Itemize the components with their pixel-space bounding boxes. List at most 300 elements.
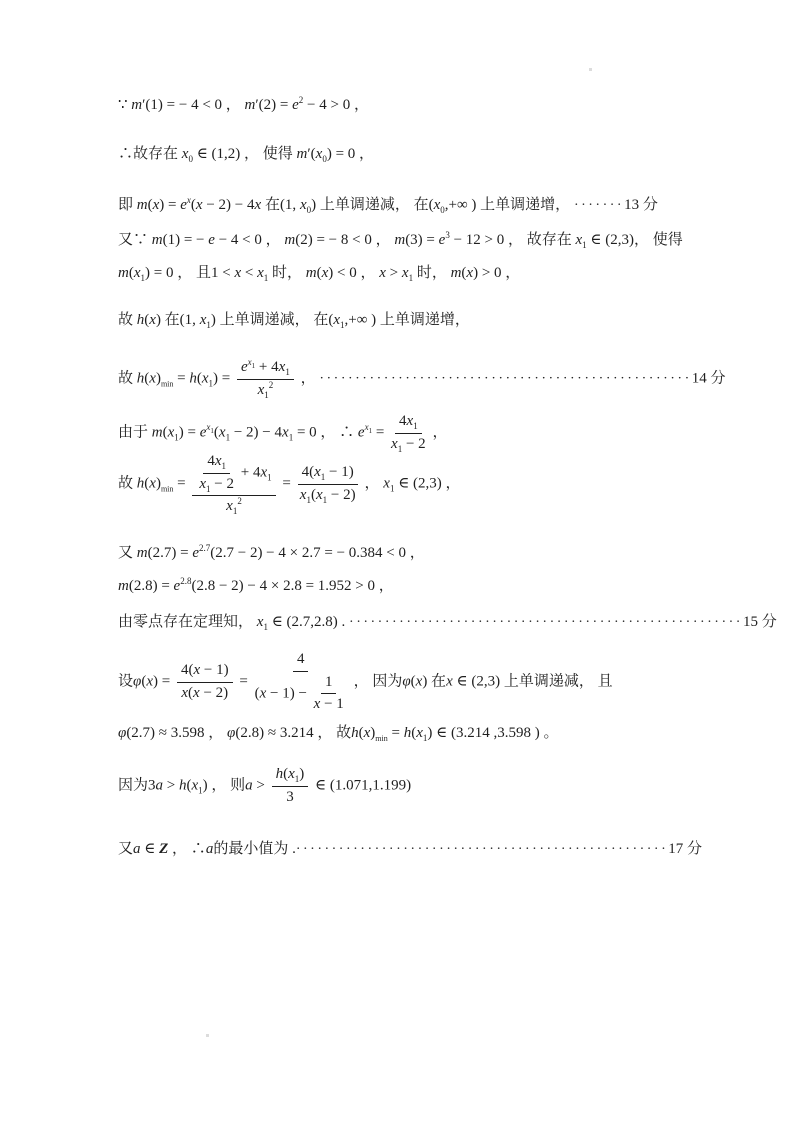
- score-mark: 15 分: [742, 614, 777, 630]
- denominator: [391, 434, 426, 455]
- math-var: x: [259, 684, 267, 701]
- math-var: m: [136, 545, 148, 561]
- text-run: ∈: [140, 841, 160, 857]
- denominator: [255, 672, 347, 715]
- text-run: − 2) − 4: [202, 197, 255, 213]
- superscript: 2.8: [180, 576, 192, 586]
- text-run: ): [370, 725, 376, 741]
- math-var: m: [118, 265, 129, 281]
- math-var: x: [379, 265, 386, 281]
- subscript: 1: [306, 494, 311, 505]
- math-var: x: [333, 312, 341, 328]
- text-run: ∴故存在: [118, 146, 182, 162]
- math-var: h: [136, 370, 145, 387]
- text-run: =: [372, 424, 389, 441]
- math-var: e: [292, 97, 299, 113]
- subscript: 1: [225, 432, 231, 443]
- text-run: (: [162, 424, 168, 441]
- text-run: 设: [118, 673, 134, 690]
- math-var: x: [278, 359, 286, 375]
- math-var: x: [575, 232, 583, 248]
- text-run: ， ∴: [168, 841, 206, 857]
- text-run: (: [144, 475, 150, 492]
- text-run: >: [163, 777, 179, 794]
- solution-line-1: [118, 96, 369, 116]
- math-var: x: [315, 146, 323, 162]
- math-var: x: [321, 265, 329, 281]
- text-run: (: [196, 370, 202, 387]
- text-run: − 2): [327, 486, 356, 503]
- math-var: x: [199, 475, 207, 492]
- subscript: 1: [264, 389, 269, 400]
- solution-line-7: [118, 358, 726, 400]
- math-var: x: [193, 684, 200, 701]
- math-var: x: [299, 197, 307, 213]
- text-run: − 1: [320, 696, 344, 712]
- math-var: x: [218, 424, 226, 441]
- math-var: φ: [118, 725, 127, 741]
- text-run: − 2) − 4: [230, 424, 283, 441]
- solution-line-16: [118, 840, 702, 860]
- math-var: m: [305, 265, 317, 281]
- numerator: [192, 452, 275, 496]
- math-var: x: [433, 197, 441, 213]
- text-run: ，: [360, 475, 384, 492]
- math-var: x: [288, 766, 295, 782]
- denominator: [314, 694, 344, 715]
- numerator: [395, 412, 422, 434]
- math-var: x: [383, 475, 390, 492]
- math-var: m: [296, 146, 308, 162]
- text-run: ) = 0 ，: [326, 146, 375, 162]
- text-run: − 2): [199, 684, 229, 701]
- math-var: x: [257, 265, 264, 281]
- text-run: ′(2) =: [255, 97, 293, 113]
- fraction: [237, 358, 294, 400]
- solution-line-6: [118, 311, 470, 331]
- score-mark: 14 分: [691, 370, 726, 387]
- text-run: 4: [399, 413, 407, 429]
- math-var: x: [181, 146, 189, 162]
- min-subscript: min: [160, 379, 174, 389]
- text-run: + 4: [255, 359, 279, 375]
- numerator: [237, 358, 294, 380]
- math-var: x: [133, 265, 141, 281]
- text-run: 4(: [301, 464, 315, 481]
- text-run: ) =: [153, 673, 174, 690]
- dotted-leader: ·······················································: [349, 615, 743, 630]
- text-run: ，: [428, 424, 448, 441]
- math-var: x: [191, 777, 199, 794]
- math-var: e: [192, 545, 199, 561]
- text-run: (: [411, 725, 417, 741]
- text-run: 即: [118, 197, 137, 213]
- math-var: φ: [133, 673, 142, 690]
- subscript: 1: [206, 483, 211, 494]
- math-var: x: [149, 475, 156, 492]
- math-var: e: [357, 424, 365, 441]
- dotted-leader: ·······: [573, 198, 625, 213]
- text-run: 又: [118, 841, 134, 857]
- text-run: ∵: [118, 97, 132, 113]
- denominator: [226, 496, 242, 517]
- text-run: (: [461, 265, 467, 281]
- superscript: x: [186, 195, 191, 205]
- math-var: x: [363, 725, 371, 741]
- dotted-leader: ····················································: [295, 842, 669, 857]
- text-run: 时，: [268, 265, 306, 281]
- math-var: x: [446, 673, 453, 690]
- numerator: [272, 765, 309, 787]
- subscript: 1: [251, 361, 256, 370]
- numerator: [177, 661, 233, 683]
- fraction: [272, 765, 309, 807]
- fraction: [177, 661, 233, 703]
- subscript: 0: [322, 154, 327, 164]
- solution-line-10: [118, 544, 425, 564]
- math-var: e: [241, 359, 248, 375]
- math-var: x: [313, 696, 321, 712]
- text-run: − 12 > 0 ， 故存在: [449, 232, 576, 248]
- subscript: 1: [340, 320, 345, 330]
- math-var: x: [195, 197, 203, 213]
- text-run: >: [385, 265, 402, 281]
- text-run: 4: [207, 453, 215, 469]
- math-var: x: [181, 684, 189, 701]
- text-run: ,+∞ ) 上单调递增，: [344, 312, 470, 328]
- text-run: − 2: [210, 475, 234, 492]
- math-var: φ: [402, 673, 411, 690]
- score-mark: 17 分: [668, 841, 703, 857]
- math-var: x: [401, 265, 409, 281]
- math-var: a: [155, 777, 164, 794]
- math-var: x: [315, 486, 323, 503]
- math-var: h: [275, 766, 284, 782]
- fraction: [391, 412, 426, 454]
- solution-line-15: [118, 765, 411, 807]
- math-var: x: [146, 673, 153, 690]
- text-run: 在(1,: [261, 197, 300, 213]
- text-run: (: [254, 684, 260, 701]
- math-var: m: [450, 265, 462, 281]
- text-run: + 4: [237, 464, 261, 481]
- subscript: 1: [320, 472, 326, 483]
- text-run: (: [144, 312, 150, 328]
- text-run: ) 上单调递减， 在(: [210, 312, 334, 328]
- denominator: [300, 485, 356, 506]
- math-var: h: [403, 725, 412, 741]
- solution-line-3: [118, 196, 658, 216]
- denominator: [181, 683, 228, 704]
- subscript: 1: [210, 427, 214, 436]
- inner-fraction: [314, 673, 344, 715]
- subscript: 1: [263, 622, 268, 632]
- text-run: − 1): [325, 464, 354, 481]
- text-run: 时，: [413, 265, 451, 281]
- subscript: 1: [206, 320, 211, 330]
- superscript: 2: [237, 496, 242, 506]
- text-run: ∈ (2,3) 上单调递减， 且: [452, 673, 613, 690]
- math-var: x: [199, 312, 207, 328]
- text-run: 由零点存在定理知，: [118, 614, 257, 630]
- subscript: 1: [413, 421, 418, 431]
- solution-line-13: [118, 650, 613, 715]
- math-var: x: [214, 453, 222, 469]
- math-var: m: [136, 197, 148, 213]
- fraction: [255, 650, 347, 715]
- superscript: 2.7: [198, 543, 211, 553]
- subscript: 1: [263, 273, 269, 283]
- math-var: x: [206, 422, 211, 433]
- text-run: 因为3: [118, 777, 156, 794]
- dotted-leader: ····················································: [319, 371, 692, 387]
- numerator: [298, 463, 358, 485]
- text-run: ) ， 则: [202, 777, 246, 794]
- math-var: m: [394, 232, 406, 248]
- numerator: [293, 650, 309, 672]
- text-run: ∈ (1.071,1.199): [311, 777, 412, 794]
- superscript: [206, 422, 214, 436]
- math-var: x: [149, 370, 156, 387]
- text-run: ): [155, 475, 161, 492]
- subscript: 1: [285, 367, 290, 377]
- text-run: (: [316, 265, 322, 281]
- solution-line-11: [118, 577, 394, 597]
- solution-line-2: [118, 145, 374, 165]
- math-var: e: [173, 578, 181, 594]
- text-run: (2.7) =: [147, 545, 193, 561]
- math-var: m: [118, 578, 129, 594]
- text-run: =: [387, 725, 404, 741]
- text-run: − 2: [402, 435, 426, 452]
- math-var: x: [364, 422, 369, 433]
- math-var: e: [199, 424, 207, 441]
- subscript: 1: [397, 443, 403, 454]
- math-var: x: [152, 197, 160, 213]
- denominator: [258, 380, 274, 401]
- subscript: 1: [208, 378, 214, 389]
- text-run: ) ∈ (3.214 ,3.598 ) 。: [427, 725, 559, 741]
- math-var: m: [151, 424, 163, 441]
- denominator: [199, 474, 234, 495]
- text-run: (: [213, 424, 219, 441]
- text-run: ) =: [213, 370, 234, 387]
- text-run: =: [173, 475, 190, 492]
- text-run: − 1): [200, 662, 229, 679]
- text-run: 的最小值为 .: [213, 841, 296, 857]
- text-run: 故: [118, 312, 137, 328]
- math-var: x: [416, 725, 423, 741]
- inner-fraction: [199, 452, 234, 494]
- math-var: m: [131, 97, 143, 113]
- superscript: 2: [298, 95, 304, 105]
- text-run: − 1) −: [266, 684, 311, 701]
- text-run: (: [128, 265, 134, 281]
- stray-mark: [206, 1034, 209, 1037]
- math-var: h: [178, 777, 187, 794]
- math-var: m: [151, 232, 163, 248]
- text-run: ∈ (2,3)， 使得: [586, 232, 683, 248]
- subscript: 1: [408, 273, 414, 283]
- text-run: (2.8 − 2) − 4 × 2.8 = 1.952 > 0 ，: [191, 578, 394, 594]
- math-var: x: [391, 435, 398, 452]
- math-var: e: [180, 197, 187, 213]
- text-run: ′(1) = − 4 < 0 ，: [142, 97, 245, 113]
- text-run: (2.7) ≈ 3.598 ，: [126, 725, 228, 741]
- text-run: 3: [286, 788, 294, 805]
- text-run: 故: [118, 475, 137, 492]
- math-var: x: [193, 662, 201, 679]
- math-var: x: [466, 265, 474, 281]
- math-var: x: [257, 381, 265, 398]
- text-run: ， 因为: [349, 673, 403, 690]
- math-var: x: [256, 614, 264, 630]
- math-var: m: [244, 97, 256, 113]
- math-var: x: [234, 265, 242, 281]
- text-run: 又∵: [118, 232, 152, 248]
- math-var: a: [245, 777, 253, 794]
- text-run: =: [173, 370, 190, 387]
- subscript: 1: [368, 427, 373, 436]
- subscript: 0: [440, 205, 445, 215]
- text-run: >: [252, 777, 269, 794]
- solution-line-12: [118, 613, 777, 633]
- math-var: x: [247, 357, 252, 367]
- math-var: x: [254, 197, 262, 213]
- text-run: ∈ (2,3) ，: [394, 475, 461, 492]
- subscript: 1: [198, 785, 203, 796]
- superscript: 2: [268, 379, 274, 390]
- math-var: x: [226, 498, 233, 514]
- subscript: 1: [294, 774, 300, 784]
- math-var: x: [260, 464, 268, 481]
- solution-line-5: [118, 264, 520, 284]
- text-run: =: [278, 475, 295, 492]
- text-run: (: [410, 673, 416, 690]
- superscript: 3: [445, 230, 450, 240]
- text-run: ，: [296, 370, 320, 387]
- text-run: (2.8) ≈ 3.214 ， 故: [235, 725, 352, 741]
- solution-line-9: [118, 452, 461, 517]
- text-run: ) =: [159, 197, 181, 213]
- fraction: [298, 463, 358, 505]
- text-run: (1) = −: [162, 232, 209, 248]
- math-var: x: [415, 673, 423, 690]
- math-var: h: [351, 725, 359, 741]
- text-run: 1: [324, 673, 333, 690]
- min-subscript: min: [160, 484, 174, 494]
- math-var: a: [205, 841, 214, 857]
- text-run: ∈ (1,2) ， 使得: [192, 146, 297, 162]
- text-run: (: [186, 777, 192, 794]
- subscript: 0: [188, 154, 193, 164]
- math-var: h: [136, 312, 145, 328]
- text-run: 4: [296, 651, 305, 667]
- text-run: − 4 > 0 ，: [303, 97, 369, 113]
- text-run: (: [190, 197, 196, 213]
- text-run: <: [241, 265, 258, 281]
- text-run: 又: [118, 545, 137, 561]
- text-run: (: [188, 684, 194, 701]
- text-run: ) = 0 ， 且1 <: [145, 265, 235, 281]
- text-run: (2.8) =: [128, 578, 174, 594]
- subscript: 1: [322, 494, 328, 505]
- subscript: 1: [267, 472, 272, 483]
- text-run: ) =: [178, 424, 200, 441]
- text-run: = 0 ， ∴: [293, 424, 358, 441]
- solution-line-14: [118, 724, 558, 744]
- subscript: 1: [140, 273, 146, 283]
- math-var: h: [136, 475, 145, 492]
- text-run: ′(: [307, 146, 316, 162]
- math-var: x: [406, 413, 414, 429]
- solution-line-8: [118, 412, 447, 454]
- numerator: [321, 673, 337, 695]
- math-var: x: [167, 424, 175, 441]
- text-run: (: [147, 197, 153, 213]
- text-run: (: [358, 725, 364, 741]
- text-run: ): [299, 766, 305, 782]
- text-run: ) < 0 ，: [328, 265, 380, 281]
- text-run: (: [141, 673, 147, 690]
- solution-line-4: [118, 231, 683, 251]
- math-var: h: [189, 370, 197, 387]
- text-run: (: [283, 766, 289, 782]
- text-run: (2.7 − 2) − 4 × 2.7 = − 0.384 < 0 ，: [210, 545, 425, 561]
- subscript: 1: [221, 461, 227, 471]
- math-var: e: [208, 232, 215, 248]
- subscript: 1: [174, 432, 179, 443]
- math-var: x: [282, 424, 289, 441]
- math-var: x: [314, 464, 321, 481]
- text-run: ) 在(1,: [155, 312, 200, 328]
- text-run: ) > 0 ，: [473, 265, 521, 281]
- math-var: Z: [159, 841, 169, 857]
- fraction: [192, 452, 275, 517]
- text-run: ) 在: [422, 673, 447, 690]
- text-run: ) 上单调递减， 在(: [311, 197, 434, 213]
- text-run: =: [235, 673, 252, 690]
- numerator: [203, 452, 230, 474]
- text-run: (3) =: [405, 232, 439, 248]
- subscript: 1: [232, 506, 238, 516]
- text-run: ): [155, 370, 161, 387]
- stray-mark: [589, 68, 592, 71]
- min-subscript: min: [375, 734, 388, 743]
- text-run: 4(: [180, 662, 194, 679]
- text-run: 故: [118, 370, 137, 387]
- subscript: 1: [582, 240, 587, 250]
- math-var: φ: [227, 725, 236, 741]
- math-var: x: [201, 370, 209, 387]
- math-var: m: [284, 232, 296, 248]
- denominator: [286, 787, 294, 808]
- text-run: (2) = − 8 < 0 ，: [295, 232, 395, 248]
- text-run: (: [144, 370, 150, 387]
- text-run: 由于: [118, 424, 152, 441]
- math-var: x: [149, 312, 156, 328]
- text-run: − 4 < 0 ，: [214, 232, 285, 248]
- subscript: 0: [306, 205, 312, 215]
- text-run: ∈ (2.7,2.8) .: [267, 614, 350, 630]
- text-run: (: [310, 486, 316, 503]
- math-var: e: [438, 232, 446, 248]
- math-var: x: [299, 486, 307, 503]
- math-var: a: [133, 841, 141, 857]
- superscript: [364, 422, 373, 436]
- text-run: ,+∞ ) 上单调递增，: [444, 197, 574, 213]
- subscript: 1: [389, 483, 395, 494]
